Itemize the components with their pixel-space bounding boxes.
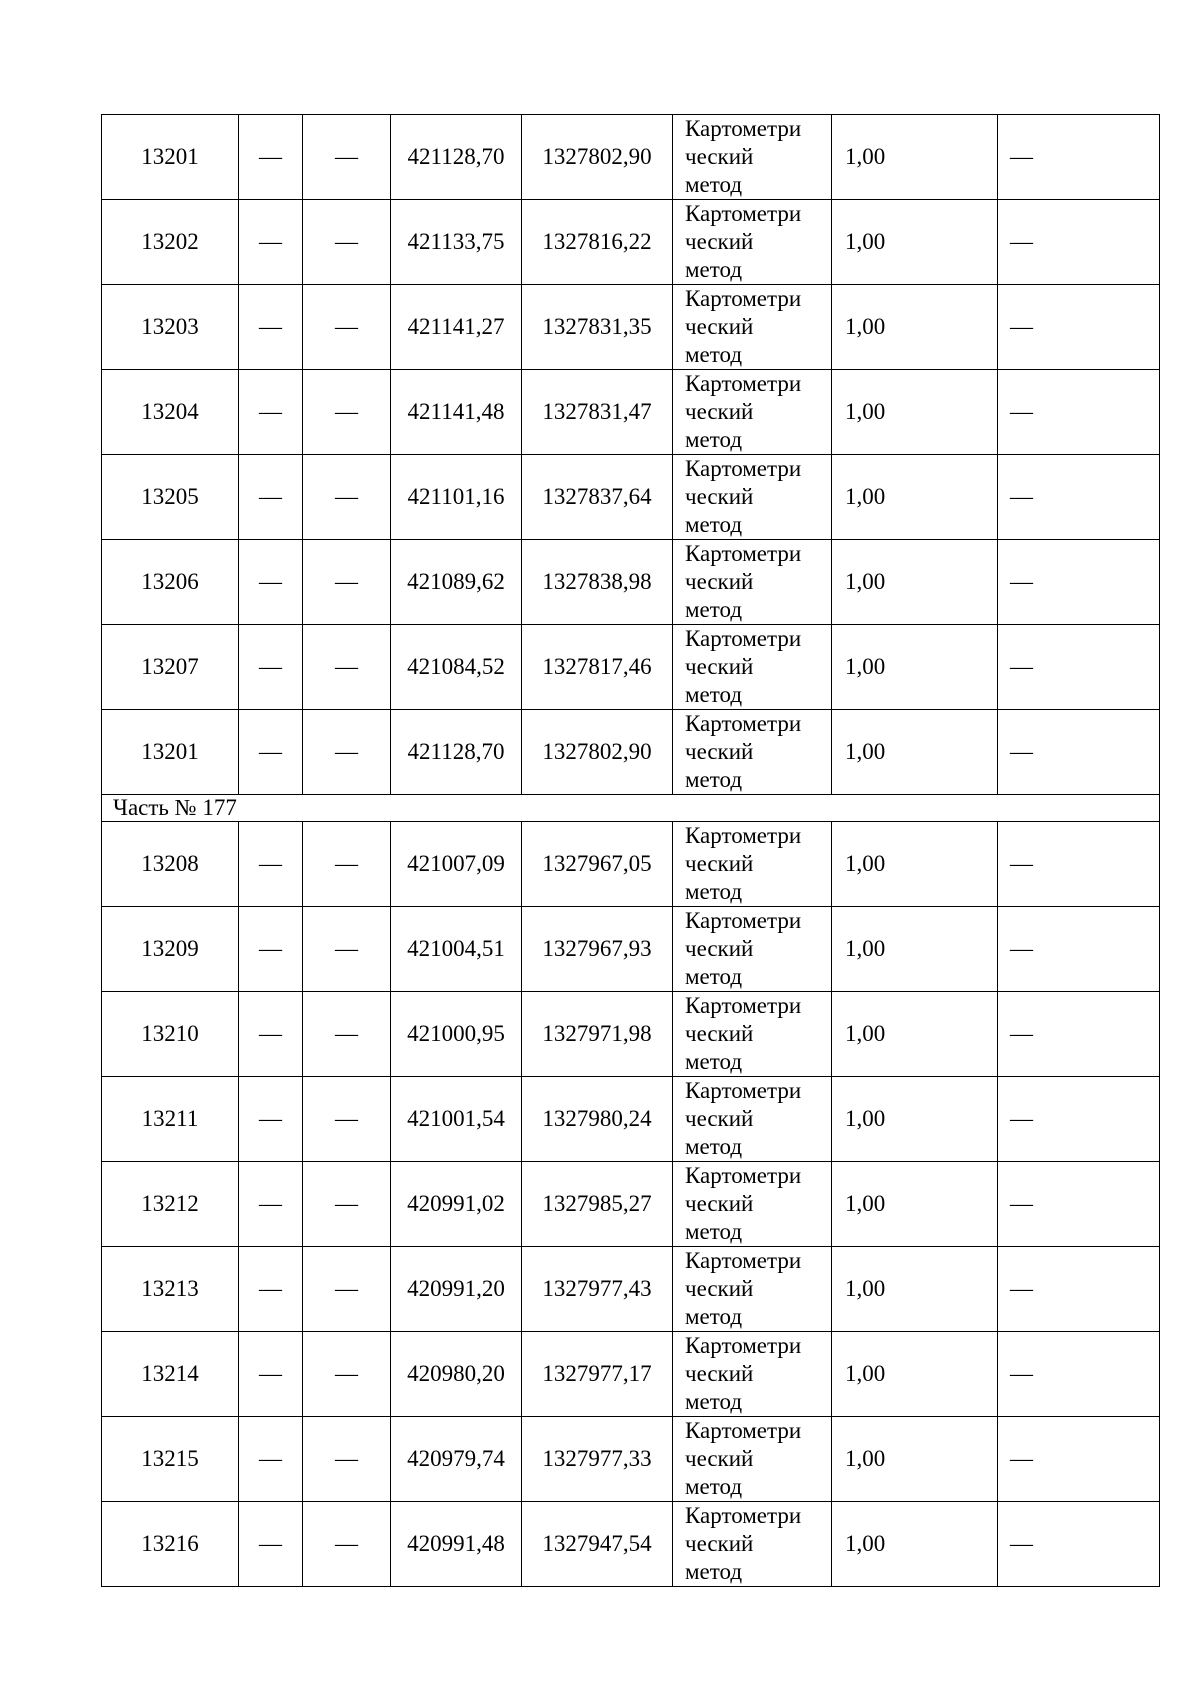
point-number-cell: 13208 <box>102 822 239 907</box>
section-row <box>102 795 1160 822</box>
method-line: метод <box>685 172 743 197</box>
dash-cell: — <box>998 200 1160 285</box>
method-line: Картометри <box>685 823 802 848</box>
point-number-cell: 13209 <box>102 907 239 992</box>
accuracy-cell: 1,00 <box>832 370 998 455</box>
method-line: ческий <box>685 1276 754 1301</box>
dash-cell: — <box>303 1332 391 1417</box>
accuracy-cell: 1,00 <box>832 455 998 540</box>
method-cell <box>673 1332 832 1417</box>
dash-cell: — <box>239 455 303 540</box>
method-line: ческий <box>685 1191 754 1216</box>
method-line: метод <box>685 597 743 622</box>
method-line: Картометри <box>685 711 802 736</box>
method-cell <box>673 1077 832 1162</box>
point-number-cell: 13204 <box>102 370 239 455</box>
method-line: метод <box>685 879 743 904</box>
table-row <box>102 1502 1160 1587</box>
coord-y-cell: 1327802,90 <box>522 710 673 795</box>
table-row <box>102 1077 1160 1162</box>
method-line: метод <box>685 1134 743 1159</box>
method-line: метод <box>685 964 743 989</box>
point-number-cell: 13207 <box>102 625 239 710</box>
table-row <box>102 625 1160 710</box>
table-row <box>102 1417 1160 1502</box>
method-line: ческий <box>685 229 754 254</box>
dash-cell: — <box>998 1417 1160 1502</box>
table-row <box>102 370 1160 455</box>
dash-cell: — <box>303 625 391 710</box>
method-cell <box>673 370 832 455</box>
coord-y-cell: 1327977,33 <box>522 1417 673 1502</box>
method-line: Картометри <box>685 1248 802 1273</box>
dash-cell: — <box>303 200 391 285</box>
dash-cell: — <box>998 370 1160 455</box>
point-number-cell: 13205 <box>102 455 239 540</box>
point-number-cell: 13213 <box>102 1247 239 1332</box>
table-row <box>102 1247 1160 1332</box>
accuracy-cell: 1,00 <box>832 907 998 992</box>
accuracy-cell: 1,00 <box>832 1162 998 1247</box>
method-cell <box>673 115 832 200</box>
method-line: Картометри <box>685 1418 802 1443</box>
method-line: Картометри <box>685 541 802 566</box>
dash-cell: — <box>998 822 1160 907</box>
table-row <box>102 907 1160 992</box>
accuracy-cell: 1,00 <box>832 200 998 285</box>
coord-y-cell: 1327971,98 <box>522 992 673 1077</box>
accuracy-cell: 1,00 <box>832 1247 998 1332</box>
accuracy-cell: 1,00 <box>832 1502 998 1587</box>
method-line: ческий <box>685 569 754 594</box>
method-line: метод <box>685 1389 743 1414</box>
dash-cell: — <box>239 1162 303 1247</box>
method-line: ческий <box>685 1531 754 1556</box>
dash-cell: — <box>998 992 1160 1077</box>
method-cell <box>673 1162 832 1247</box>
method-line: Картометри <box>685 1503 802 1528</box>
method-cell <box>673 285 832 370</box>
coord-x-cell: 420991,20 <box>391 1247 522 1332</box>
accuracy-cell: 1,00 <box>832 625 998 710</box>
accuracy-cell: 1,00 <box>832 710 998 795</box>
coord-x-cell: 421001,54 <box>391 1077 522 1162</box>
method-line: метод <box>685 427 743 452</box>
coord-x-cell: 420991,48 <box>391 1502 522 1587</box>
method-line: Картометри <box>685 456 802 481</box>
coord-y-cell: 1327816,22 <box>522 200 673 285</box>
method-line: ческий <box>685 399 754 424</box>
dash-cell: — <box>998 540 1160 625</box>
coord-x-cell: 421084,52 <box>391 625 522 710</box>
coord-y-cell: 1327831,35 <box>522 285 673 370</box>
table-row <box>102 115 1160 200</box>
method-cell <box>673 200 832 285</box>
dash-cell: — <box>239 115 303 200</box>
dash-cell: — <box>998 115 1160 200</box>
method-cell <box>673 710 832 795</box>
method-line: метод <box>685 257 743 282</box>
coord-x-cell: 421133,75 <box>391 200 522 285</box>
coord-y-cell: 1327947,54 <box>522 1502 673 1587</box>
dash-cell: — <box>303 285 391 370</box>
point-number-cell: 13202 <box>102 200 239 285</box>
method-line: Картометри <box>685 908 802 933</box>
coord-x-cell: 421128,70 <box>391 710 522 795</box>
dash-cell: — <box>998 285 1160 370</box>
method-line: ческий <box>685 739 754 764</box>
method-line: ческий <box>685 1361 754 1386</box>
coordinates-table <box>101 114 1160 1587</box>
method-line: метод <box>685 342 743 367</box>
coord-y-cell: 1327838,98 <box>522 540 673 625</box>
point-number-cell: 13210 <box>102 992 239 1077</box>
coord-x-cell: 420979,74 <box>391 1417 522 1502</box>
method-line: метод <box>685 767 743 792</box>
dash-cell: — <box>239 540 303 625</box>
method-line: метод <box>685 1474 743 1499</box>
table-row <box>102 992 1160 1077</box>
method-line: Картометри <box>685 116 802 141</box>
method-cell <box>673 625 832 710</box>
coord-x-cell: 421128,70 <box>391 115 522 200</box>
dash-cell: — <box>303 992 391 1077</box>
dash-cell: — <box>239 822 303 907</box>
method-line: ческий <box>685 936 754 961</box>
method-cell <box>673 822 832 907</box>
coord-x-cell: 421141,27 <box>391 285 522 370</box>
dash-cell: — <box>303 1077 391 1162</box>
coord-x-cell: 421000,95 <box>391 992 522 1077</box>
coord-x-cell: 420991,02 <box>391 1162 522 1247</box>
dash-cell: — <box>303 822 391 907</box>
dash-cell: — <box>303 1502 391 1587</box>
table-row <box>102 1332 1160 1417</box>
point-number-cell: 13215 <box>102 1417 239 1502</box>
method-line: ческий <box>685 314 754 339</box>
accuracy-cell: 1,00 <box>832 115 998 200</box>
accuracy-cell: 1,00 <box>832 1077 998 1162</box>
method-line: ческий <box>685 144 754 169</box>
dash-cell: — <box>239 710 303 795</box>
method-line: ческий <box>685 484 754 509</box>
dash-cell: — <box>998 455 1160 540</box>
table-row <box>102 540 1160 625</box>
table-row <box>102 1162 1160 1247</box>
dash-cell: — <box>303 370 391 455</box>
point-number-cell: 13206 <box>102 540 239 625</box>
accuracy-cell: 1,00 <box>832 1332 998 1417</box>
dash-cell: — <box>239 992 303 1077</box>
method-line: метод <box>685 1049 743 1074</box>
method-cell <box>673 1417 832 1502</box>
coord-y-cell: 1327977,43 <box>522 1247 673 1332</box>
method-line: Картометри <box>685 286 802 311</box>
dash-cell: — <box>239 1077 303 1162</box>
dash-cell: — <box>303 907 391 992</box>
point-number-cell: 13212 <box>102 1162 239 1247</box>
coord-y-cell: 1327831,47 <box>522 370 673 455</box>
method-cell <box>673 540 832 625</box>
table-row <box>102 455 1160 540</box>
table-row <box>102 285 1160 370</box>
dash-cell: — <box>239 1502 303 1587</box>
coord-y-cell: 1327967,05 <box>522 822 673 907</box>
method-cell <box>673 455 832 540</box>
dash-cell: — <box>998 1502 1160 1587</box>
coord-y-cell: 1327802,90 <box>522 115 673 200</box>
dash-cell: — <box>998 1247 1160 1332</box>
dash-cell: — <box>239 285 303 370</box>
method-line: метод <box>685 1304 743 1329</box>
method-line: Картометри <box>685 1078 802 1103</box>
dash-cell: — <box>303 1162 391 1247</box>
coord-y-cell: 1327977,17 <box>522 1332 673 1417</box>
point-number-cell: 13201 <box>102 115 239 200</box>
method-cell <box>673 907 832 992</box>
accuracy-cell: 1,00 <box>832 540 998 625</box>
dash-cell: — <box>998 710 1160 795</box>
dash-cell: — <box>303 455 391 540</box>
dash-cell: — <box>239 1332 303 1417</box>
coord-y-cell: 1327985,27 <box>522 1162 673 1247</box>
dash-cell: — <box>998 907 1160 992</box>
table-row <box>102 822 1160 907</box>
dash-cell: — <box>303 710 391 795</box>
coord-y-cell: 1327980,24 <box>522 1077 673 1162</box>
dash-cell: — <box>239 1417 303 1502</box>
accuracy-cell: 1,00 <box>832 992 998 1077</box>
dash-cell: — <box>303 1247 391 1332</box>
method-line: метод <box>685 512 743 537</box>
method-line: Картометри <box>685 201 802 226</box>
coord-x-cell: 421141,48 <box>391 370 522 455</box>
method-line: метод <box>685 1219 743 1244</box>
method-line: ческий <box>685 851 754 876</box>
point-number-cell: 13203 <box>102 285 239 370</box>
coord-x-cell: 421089,62 <box>391 540 522 625</box>
dash-cell: — <box>239 625 303 710</box>
point-number-cell: 13211 <box>102 1077 239 1162</box>
method-cell <box>673 992 832 1077</box>
coord-y-cell: 1327967,93 <box>522 907 673 992</box>
method-cell <box>673 1502 832 1587</box>
method-line: ческий <box>685 1021 754 1046</box>
dash-cell: — <box>998 1162 1160 1247</box>
method-line: ческий <box>685 1106 754 1131</box>
method-line: метод <box>685 682 743 707</box>
table-body <box>102 115 1160 1587</box>
method-line: Картометри <box>685 371 802 396</box>
method-line: ческий <box>685 654 754 679</box>
dash-cell: — <box>998 625 1160 710</box>
point-number-cell: 13216 <box>102 1502 239 1587</box>
coord-y-cell: 1327837,64 <box>522 455 673 540</box>
accuracy-cell: 1,00 <box>832 1417 998 1502</box>
method-line: Картометри <box>685 993 802 1018</box>
dash-cell: — <box>303 1417 391 1502</box>
section-label: Часть № 177 <box>102 795 1160 822</box>
accuracy-cell: 1,00 <box>832 822 998 907</box>
coord-y-cell: 1327817,46 <box>522 625 673 710</box>
method-line: ческий <box>685 1446 754 1471</box>
dash-cell: — <box>303 540 391 625</box>
dash-cell: — <box>239 370 303 455</box>
dash-cell: — <box>998 1332 1160 1417</box>
method-line: метод <box>685 1559 743 1584</box>
table-row <box>102 200 1160 285</box>
table-row <box>102 710 1160 795</box>
method-line: Картометри <box>685 626 802 651</box>
method-line: Картометри <box>685 1333 802 1358</box>
dash-cell: — <box>239 907 303 992</box>
method-cell <box>673 1247 832 1332</box>
dash-cell: — <box>998 1077 1160 1162</box>
dash-cell: — <box>239 1247 303 1332</box>
coord-x-cell: 421007,09 <box>391 822 522 907</box>
point-number-cell: 13201 <box>102 710 239 795</box>
accuracy-cell: 1,00 <box>832 285 998 370</box>
point-number-cell: 13214 <box>102 1332 239 1417</box>
method-line: Картометри <box>685 1163 802 1188</box>
coord-x-cell: 421004,51 <box>391 907 522 992</box>
coord-x-cell: 420980,20 <box>391 1332 522 1417</box>
dash-cell: — <box>303 115 391 200</box>
dash-cell: — <box>239 200 303 285</box>
coord-x-cell: 421101,16 <box>391 455 522 540</box>
